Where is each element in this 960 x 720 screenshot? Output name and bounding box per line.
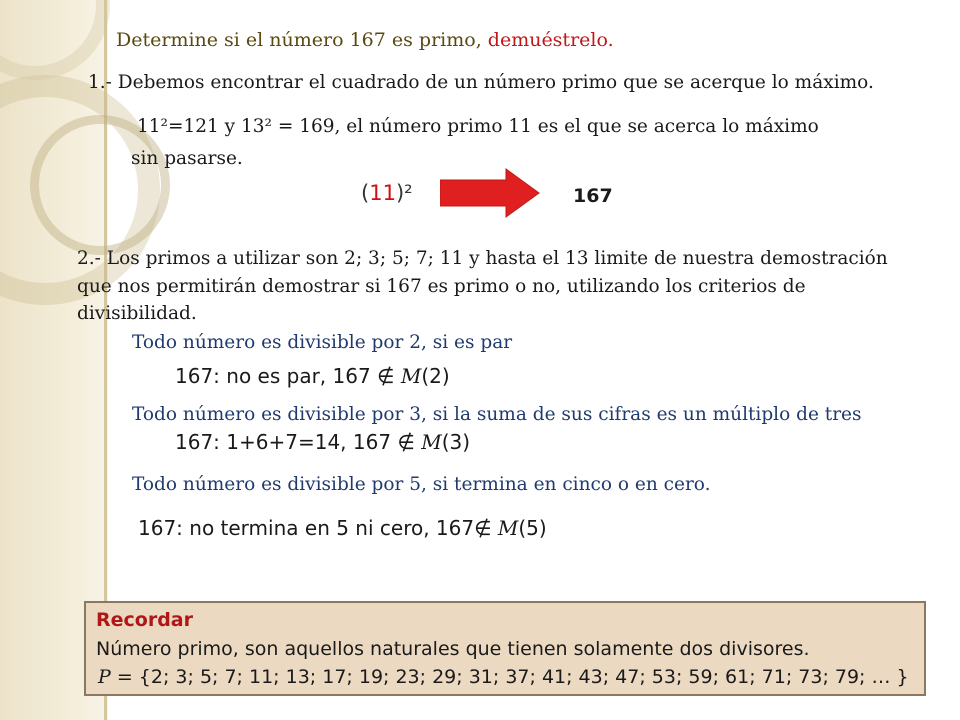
check-div-5-text: 167: no termina en 5 ni cero, 167∉ (138, 516, 498, 540)
check-div-5-set: M (497, 516, 519, 540)
square-expression (361, 181, 413, 205)
page-title (116, 29, 614, 51)
check-div-2-set: M (400, 364, 422, 388)
paren-open: ( (361, 181, 370, 205)
title-accent: demuéstrelo. (487, 29, 614, 51)
reminder-title: Recordar (96, 609, 193, 631)
right-arrow-icon (440, 168, 540, 218)
rule-div-3: Todo número es divisible por 3, si la suma de sus cifras es un múltiplo de tres (132, 404, 862, 425)
prime-set-values: = {2; 3; 5; 7; 11; 13; 17; 19; 23; 29; 31; 37; 41; 43; 47; 53; 59; 61; 71; 73; 79; … } (110, 666, 909, 688)
check-div-5-arg: (5) (518, 516, 547, 540)
rule-div-2: Todo número es divisible por 2, si es par (132, 332, 513, 353)
check-div-3-set: M (421, 430, 442, 454)
check-div-3-text: 167: 1+6+7=14, 167 ∉ (175, 430, 422, 454)
check-div-2 (175, 364, 450, 388)
title-main: Determine si el número 167 es primo, (116, 29, 488, 51)
reminder-box (84, 601, 926, 696)
base-number: 11 (369, 181, 396, 205)
reminder-text: Número primo, son aquellos naturales que tienen solamente dos divisores. (96, 638, 810, 660)
paren-close-power: )² (395, 181, 413, 205)
check-div-2-arg: (2) (421, 364, 450, 388)
step1-text: 1.- Debemos encontrar el cuadrado de un número primo que se acerque lo máximo. (88, 72, 874, 93)
check-div-3-arg: (3) (441, 430, 471, 454)
step1-line-a: 11²=121 y 13² = 169, el número primo 11 es el que se acerca lo máximo (137, 116, 819, 137)
check-div-5 (138, 516, 547, 540)
result-number: 167 (573, 185, 613, 207)
step2-paragraph: 2.- Los primos a utilizar son 2; 3; 5; 7; 11 y hasta el 13 limite de nuestra demostración que nos permitirán demostrar si 167 es primo o no, utilizando los criterios de divisibilidad. (77, 248, 888, 324)
check-div-3 (175, 430, 470, 454)
prime-set (98, 666, 909, 688)
check-div-2-text: 167: no es par, 167 ∉ (175, 364, 401, 388)
prime-set-name: P (98, 666, 111, 688)
rule-div-5: Todo número es divisible por 5, si termina en cinco o en cero. (132, 474, 711, 495)
step1-line-b: sin pasarse. (131, 148, 243, 169)
